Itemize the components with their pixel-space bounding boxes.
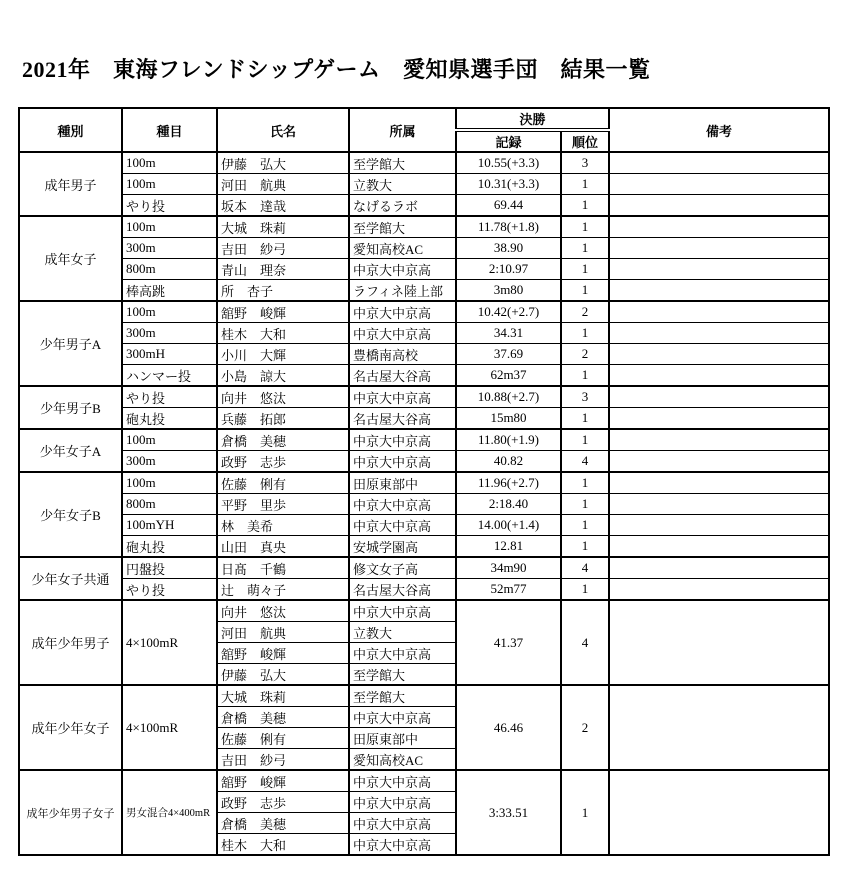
name-cell: 山田 真央 [217, 536, 349, 558]
affiliation-cell: 中京大中京高 [349, 515, 456, 536]
name-cell: 佐藤 俐有 [217, 472, 349, 494]
name-cell: 所 杏子 [217, 280, 349, 302]
rank-cell: 4 [561, 451, 609, 473]
remarks-cell [609, 600, 829, 685]
affiliation-cell: 名古屋大谷高 [349, 579, 456, 601]
affiliation-cell: 中京大中京高 [349, 429, 456, 451]
rank-cell: 1 [561, 472, 609, 494]
table-row [19, 408, 829, 430]
affiliation-cell: 中京大中京高 [349, 600, 456, 622]
table-row [19, 472, 829, 494]
name-cell: 倉橋 美穂 [217, 707, 349, 728]
table-row [19, 195, 829, 217]
record-cell: 10.31(+3.3) [456, 174, 561, 195]
name-cell: 吉田 紗弓 [217, 749, 349, 771]
event-cell: やり投 [122, 579, 217, 601]
rank-cell: 1 [561, 515, 609, 536]
remarks-cell [609, 195, 829, 217]
rank-cell: 1 [561, 174, 609, 195]
record-cell: 69.44 [456, 195, 561, 217]
affiliation-cell: ラフィネ陸上部 [349, 280, 456, 302]
name-cell: 桂木 大和 [217, 834, 349, 856]
header-affiliation: 所属 [349, 108, 456, 152]
table-row [19, 451, 829, 473]
event-cell: 100m [122, 429, 217, 451]
affiliation-cell: 中京大中京高 [349, 386, 456, 408]
header-row-1 [19, 108, 829, 130]
name-cell: 舘野 峻輝 [217, 770, 349, 792]
name-cell: 桂木 大和 [217, 323, 349, 344]
category-cell: 少年男子B [19, 386, 122, 429]
header-remarks: 備考 [609, 108, 829, 152]
remarks-cell [609, 536, 829, 558]
record-cell: 34.31 [456, 323, 561, 344]
rank-cell: 2 [561, 344, 609, 365]
remarks-cell [609, 344, 829, 365]
affiliation-cell: 中京大中京高 [349, 792, 456, 813]
event-cell: やり投 [122, 386, 217, 408]
affiliation-cell: 立教大 [349, 622, 456, 643]
results-table-header [19, 108, 829, 152]
affiliation-cell: 名古屋大谷高 [349, 408, 456, 430]
event-cell: 砲丸投 [122, 408, 217, 430]
record-cell: 52m77 [456, 579, 561, 601]
rank-cell: 1 [561, 216, 609, 238]
affiliation-cell: 中京大中京高 [349, 707, 456, 728]
record-cell: 10.55(+3.3) [456, 152, 561, 174]
affiliation-cell: 豊橋南高校 [349, 344, 456, 365]
event-cell: 棒高跳 [122, 280, 217, 302]
remarks-cell [609, 429, 829, 451]
event-cell: 砲丸投 [122, 536, 217, 558]
remarks-cell [609, 472, 829, 494]
remarks-cell [609, 408, 829, 430]
table-row [19, 365, 829, 387]
record-cell: 34m90 [456, 557, 561, 579]
event-cell: 300m [122, 451, 217, 473]
rank-cell: 2 [561, 301, 609, 323]
affiliation-cell: 愛知高校AC [349, 749, 456, 771]
category-cell: 少年女子B [19, 472, 122, 557]
table-row [19, 174, 829, 195]
name-cell: 吉田 紗弓 [217, 238, 349, 259]
affiliation-cell: 至学館大 [349, 216, 456, 238]
remarks-cell [609, 365, 829, 387]
table-row [19, 770, 829, 792]
table-row [19, 386, 829, 408]
rank-cell: 1 [561, 323, 609, 344]
affiliation-cell: 中京大中京高 [349, 323, 456, 344]
name-cell: 倉橋 美穂 [217, 429, 349, 451]
remarks-cell [609, 770, 829, 855]
event-cell: やり投 [122, 195, 217, 217]
category-cell: 少年女子A [19, 429, 122, 472]
affiliation-cell: 中京大中京高 [349, 643, 456, 664]
rank-cell: 1 [561, 238, 609, 259]
name-cell: 小川 大輝 [217, 344, 349, 365]
remarks-cell [609, 515, 829, 536]
affiliation-cell: 中京大中京高 [349, 834, 456, 856]
category-cell: 成年少年女子 [19, 685, 122, 770]
event-cell: 800m [122, 494, 217, 515]
event-cell: 300m [122, 323, 217, 344]
affiliation-cell: 中京大中京高 [349, 813, 456, 834]
rank-cell: 1 [561, 408, 609, 430]
name-cell: 青山 理奈 [217, 259, 349, 280]
category-cell: 成年少年男子 [19, 600, 122, 685]
table-row [19, 536, 829, 558]
category-cell: 成年女子 [19, 216, 122, 301]
remarks-cell [609, 152, 829, 174]
affiliation-cell: 至学館大 [349, 664, 456, 686]
event-cell: 100m [122, 174, 217, 195]
remarks-cell [609, 323, 829, 344]
rank-cell: 4 [561, 557, 609, 579]
page-title: 2021年 東海フレンドシップゲーム 愛知県選手団 結果一覧 [22, 57, 651, 82]
remarks-cell [609, 174, 829, 195]
record-cell: 40.82 [456, 451, 561, 473]
remarks-cell [609, 579, 829, 601]
name-cell: 兵藤 拓郎 [217, 408, 349, 430]
record-cell: 14.00(+1.4) [456, 515, 561, 536]
category-cell: 少年女子共通 [19, 557, 122, 600]
affiliation-cell: 中京大中京高 [349, 301, 456, 323]
rank-cell: 1 [561, 195, 609, 217]
record-cell: 46.46 [456, 685, 561, 770]
rank-cell: 1 [561, 770, 609, 855]
event-cell: 300m [122, 238, 217, 259]
table-row [19, 280, 829, 302]
rank-cell: 1 [561, 280, 609, 302]
affiliation-cell: なげるラボ [349, 195, 456, 217]
name-cell: 政野 志歩 [217, 792, 349, 813]
record-cell: 11.80(+1.9) [456, 429, 561, 451]
affiliation-cell: 至学館大 [349, 685, 456, 707]
results-table-body [19, 152, 829, 855]
event-cell: 300mH [122, 344, 217, 365]
name-cell: 平野 里歩 [217, 494, 349, 515]
remarks-cell [609, 259, 829, 280]
table-row [19, 323, 829, 344]
event-cell: 100m [122, 472, 217, 494]
event-cell: 4×100mR [122, 600, 217, 685]
rank-cell: 1 [561, 494, 609, 515]
category-cell: 少年男子A [19, 301, 122, 386]
name-cell: 舘野 峻輝 [217, 643, 349, 664]
record-cell: 11.96(+2.7) [456, 472, 561, 494]
table-row [19, 557, 829, 579]
event-cell: 男女混合4×400mR [122, 770, 217, 855]
table-row [19, 494, 829, 515]
affiliation-cell: 名古屋大谷高 [349, 365, 456, 387]
affiliation-cell: 田原東部中 [349, 472, 456, 494]
affiliation-cell: 安城学園高 [349, 536, 456, 558]
record-cell: 41.37 [456, 600, 561, 685]
affiliation-cell: 中京大中京高 [349, 259, 456, 280]
table-row [19, 216, 829, 238]
remarks-cell [609, 238, 829, 259]
remarks-cell [609, 216, 829, 238]
table-row [19, 579, 829, 601]
table-row [19, 259, 829, 280]
table-row [19, 600, 829, 622]
record-cell: 62m37 [456, 365, 561, 387]
name-cell: 河田 航典 [217, 174, 349, 195]
affiliation-cell: 愛知高校AC [349, 238, 456, 259]
event-cell: 100m [122, 152, 217, 174]
record-cell: 10.42(+2.7) [456, 301, 561, 323]
table-row [19, 301, 829, 323]
affiliation-cell: 田原東部中 [349, 728, 456, 749]
event-cell: 円盤投 [122, 557, 217, 579]
event-cell: 100m [122, 301, 217, 323]
record-cell: 3:33.51 [456, 770, 561, 855]
name-cell: 大城 珠莉 [217, 216, 349, 238]
rank-cell: 3 [561, 152, 609, 174]
header-event: 種目 [122, 108, 217, 152]
rank-cell: 1 [561, 429, 609, 451]
name-cell: 坂本 達哉 [217, 195, 349, 217]
name-cell: 河田 航典 [217, 622, 349, 643]
header-final: 決勝 [456, 108, 609, 130]
name-cell: 大城 珠莉 [217, 685, 349, 707]
rank-cell: 1 [561, 579, 609, 601]
record-cell: 3m80 [456, 280, 561, 302]
name-cell: 舘野 峻輝 [217, 301, 349, 323]
remarks-cell [609, 451, 829, 473]
name-cell: 政野 志歩 [217, 451, 349, 473]
rank-cell: 1 [561, 259, 609, 280]
name-cell: 辻 萌々子 [217, 579, 349, 601]
event-cell: 800m [122, 259, 217, 280]
rank-cell: 1 [561, 365, 609, 387]
rank-cell: 3 [561, 386, 609, 408]
name-cell: 小島 諒大 [217, 365, 349, 387]
name-cell: 向井 悠汰 [217, 600, 349, 622]
table-row [19, 238, 829, 259]
event-cell: ハンマー投 [122, 365, 217, 387]
table-row [19, 152, 829, 174]
results-table [18, 107, 830, 856]
name-cell: 向井 悠汰 [217, 386, 349, 408]
event-cell: 100mYH [122, 515, 217, 536]
record-cell: 11.78(+1.8) [456, 216, 561, 238]
affiliation-cell: 立教大 [349, 174, 456, 195]
category-cell: 成年男子 [19, 152, 122, 216]
remarks-cell [609, 301, 829, 323]
remarks-cell [609, 280, 829, 302]
name-cell: 林 美希 [217, 515, 349, 536]
name-cell: 日髙 千鶴 [217, 557, 349, 579]
event-cell: 100m [122, 216, 217, 238]
header-category: 種別 [19, 108, 122, 152]
name-cell: 伊藤 弘大 [217, 664, 349, 686]
remarks-cell [609, 685, 829, 770]
header-name: 氏名 [217, 108, 349, 152]
record-cell: 15m80 [456, 408, 561, 430]
category-cell: 成年少年男子女子 [19, 770, 122, 855]
table-row [19, 429, 829, 451]
rank-cell: 1 [561, 536, 609, 558]
record-cell: 2:10.97 [456, 259, 561, 280]
header-rank: 順位 [561, 130, 609, 152]
record-cell: 37.69 [456, 344, 561, 365]
event-cell: 4×100mR [122, 685, 217, 770]
header-record: 記録 [456, 130, 561, 152]
name-cell: 倉橋 美穂 [217, 813, 349, 834]
remarks-cell [609, 386, 829, 408]
rank-cell: 2 [561, 685, 609, 770]
record-cell: 10.88(+2.7) [456, 386, 561, 408]
affiliation-cell: 中京大中京高 [349, 494, 456, 515]
table-row [19, 685, 829, 707]
record-cell: 2:18.40 [456, 494, 561, 515]
record-cell: 38.90 [456, 238, 561, 259]
affiliation-cell: 至学館大 [349, 152, 456, 174]
affiliation-cell: 修文女子高 [349, 557, 456, 579]
table-row [19, 515, 829, 536]
affiliation-cell: 中京大中京高 [349, 770, 456, 792]
remarks-cell [609, 494, 829, 515]
affiliation-cell: 中京大中京高 [349, 451, 456, 473]
rank-cell: 4 [561, 600, 609, 685]
table-row [19, 344, 829, 365]
record-cell: 12.81 [456, 536, 561, 558]
remarks-cell [609, 557, 829, 579]
name-cell: 伊藤 弘大 [217, 152, 349, 174]
name-cell: 佐藤 俐有 [217, 728, 349, 749]
